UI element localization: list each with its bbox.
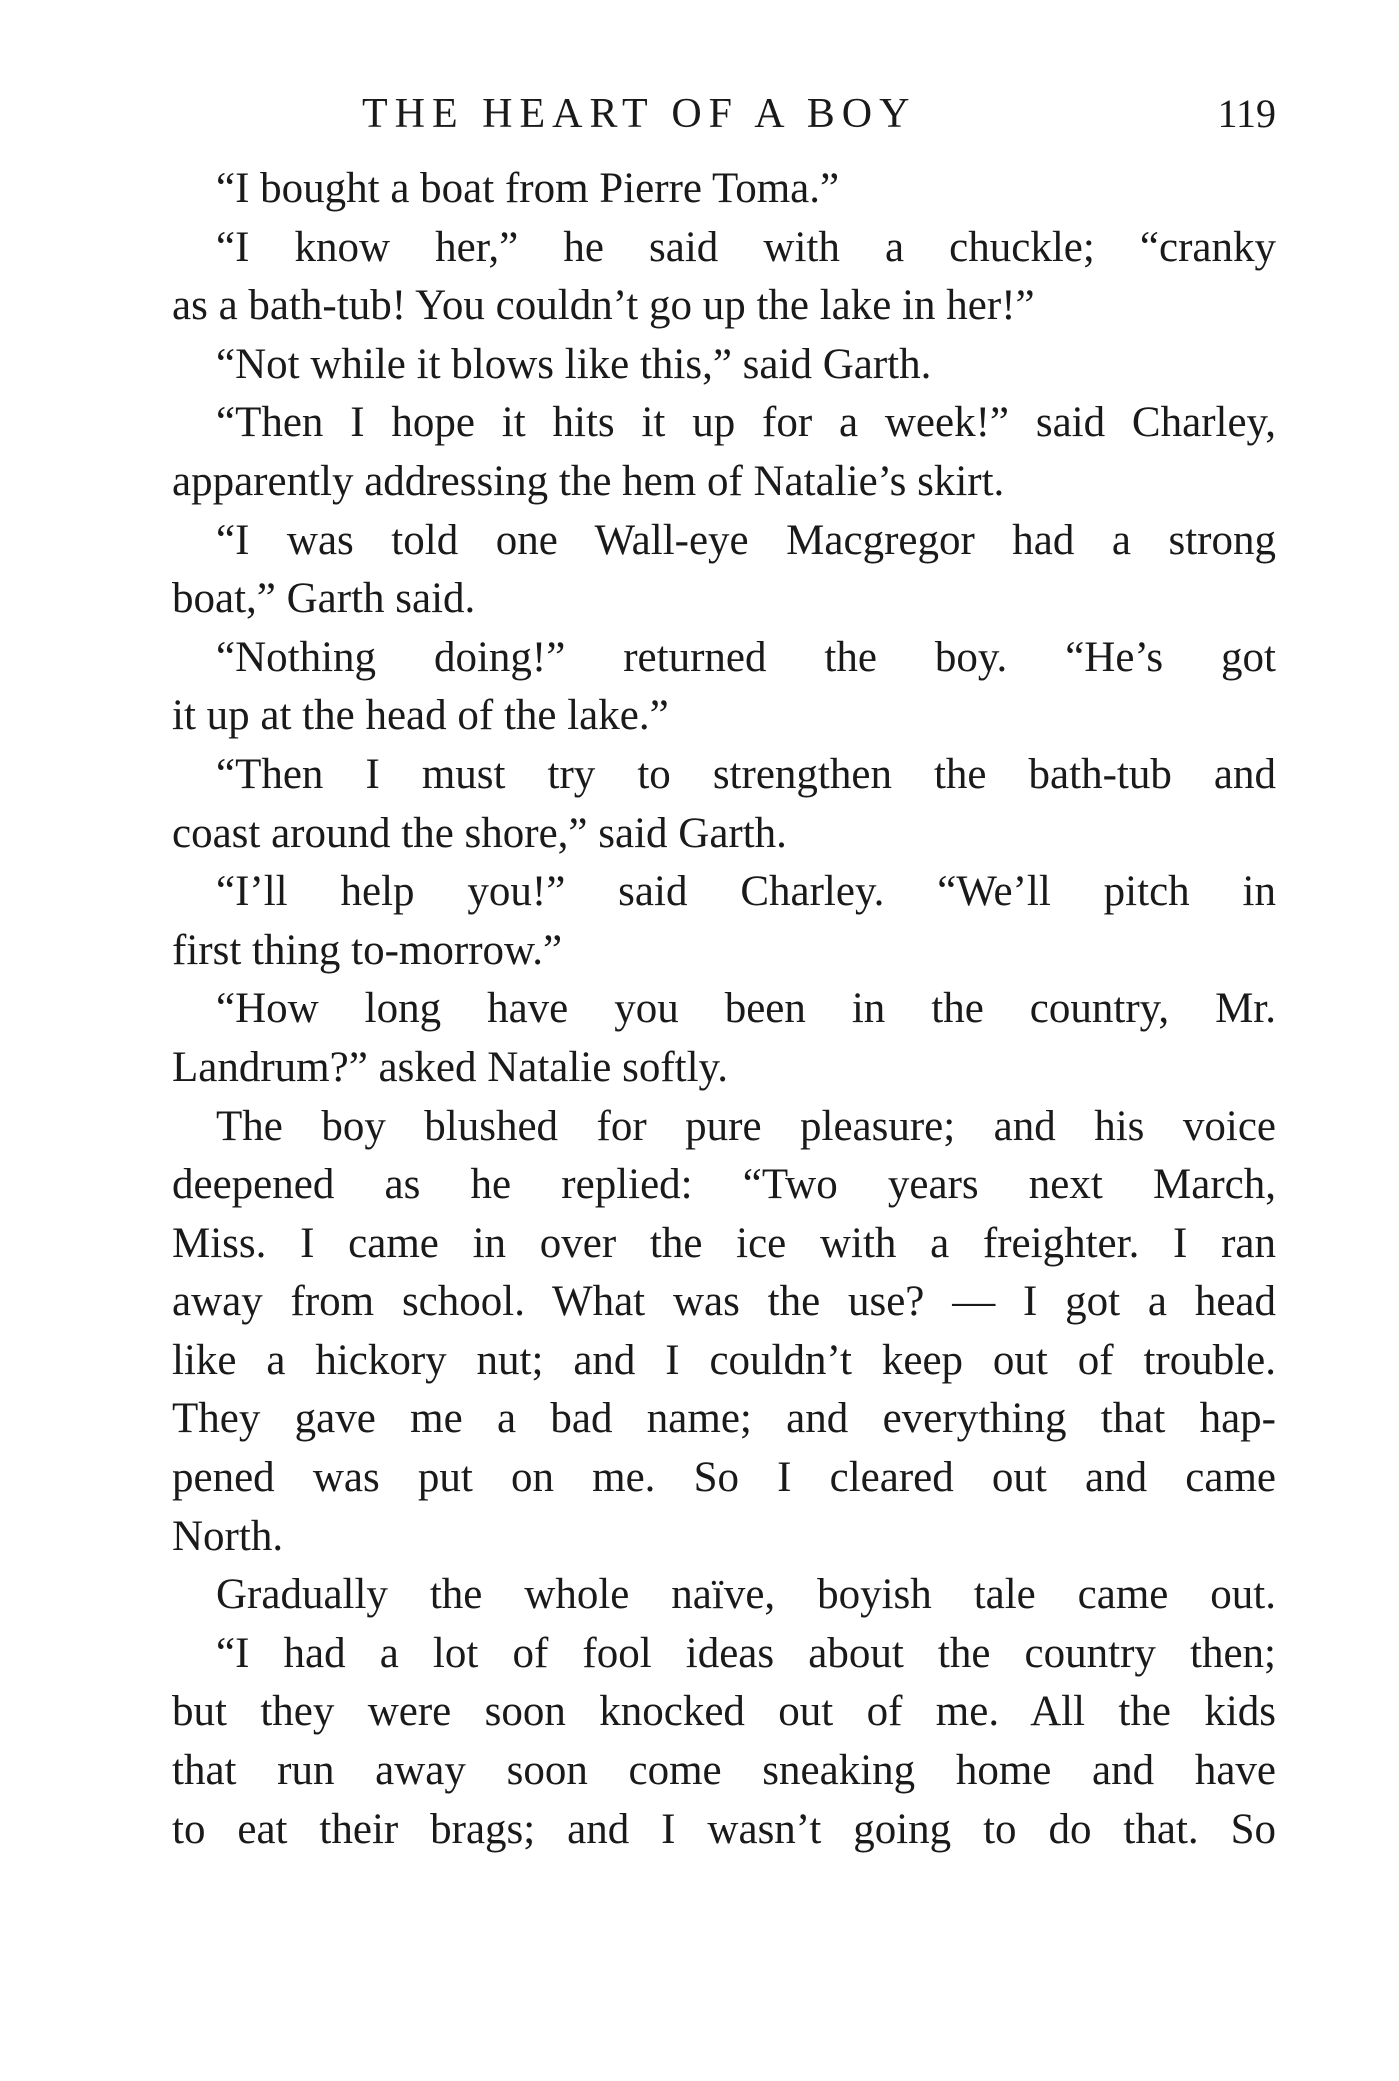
text-line: that run away soon come sneaking home and have xyxy=(172,1747,1276,1795)
text-line: “I was told one Wall-eye Macgregor had a strong xyxy=(216,516,1276,564)
text-line: “I know her,” he said with a chuckle; “cranky xyxy=(216,223,1276,271)
text-line: Miss. I came in over the ice with a freighter. I ran xyxy=(172,1219,1276,1267)
text-line: Landrum?” asked Natalie softly. xyxy=(172,1043,728,1091)
text-line: “I’ll help you!” said Charley. “We’ll pitch in xyxy=(216,868,1276,916)
text-line: North. xyxy=(172,1512,284,1560)
text-line: “Then I hope it hits it up for a week!” said Charley, xyxy=(216,399,1276,447)
text-line: “I had a lot of fool ideas about the country then; xyxy=(216,1629,1276,1677)
text-line: “How long have you been in the country, Mr. xyxy=(216,985,1276,1033)
text-line: as a bath-tub! You couldn’t go up the lake in her!” xyxy=(172,282,1035,330)
text-line: but they were soon knocked out of me. All the kids xyxy=(172,1688,1276,1736)
text-line: pened was put on me. So I cleared out and came xyxy=(172,1454,1276,1502)
text-line: deepened as he replied: “Two years next March, xyxy=(172,1161,1276,1209)
text-line: “Nothing doing!” returned the boy. “He’s got xyxy=(216,633,1276,681)
text-line: to eat their brags; and I wasn’t going to do that. So xyxy=(172,1805,1276,1853)
text-line: coast around the shore,” said Garth. xyxy=(172,809,787,857)
text-line: it up at the head of the lake.” xyxy=(172,692,669,740)
page-number: 119 xyxy=(1217,91,1276,136)
text-line: The boy blushed for pure pleasure; and his voice xyxy=(216,1102,1276,1150)
running-head xyxy=(172,84,1276,144)
text-line: Gradually the whole naïve, boyish tale came out. xyxy=(216,1571,1276,1619)
text-line: like a hickory nut; and I couldn’t keep out of trouble. xyxy=(172,1336,1276,1384)
text-line: boat,” Garth said. xyxy=(172,575,476,623)
running-title: THE HEART OF A BOY xyxy=(362,91,917,137)
text-line: “I bought a boat from Pierre Toma.” xyxy=(216,165,840,212)
text-line: “Not while it blows like this,” said Garth. xyxy=(216,340,932,388)
text-line: They gave me a bad name; and everything that hap- xyxy=(172,1395,1276,1443)
text-line: away from school. What was the use? — I got a head xyxy=(172,1278,1276,1326)
body-text xyxy=(172,160,1276,1859)
text-line: apparently addressing the hem of Natalie’s skirt. xyxy=(172,457,1005,505)
text-line: first thing to-morrow.” xyxy=(172,926,563,974)
text-line: “Then I must try to strengthen the bath-tub and xyxy=(216,750,1276,798)
